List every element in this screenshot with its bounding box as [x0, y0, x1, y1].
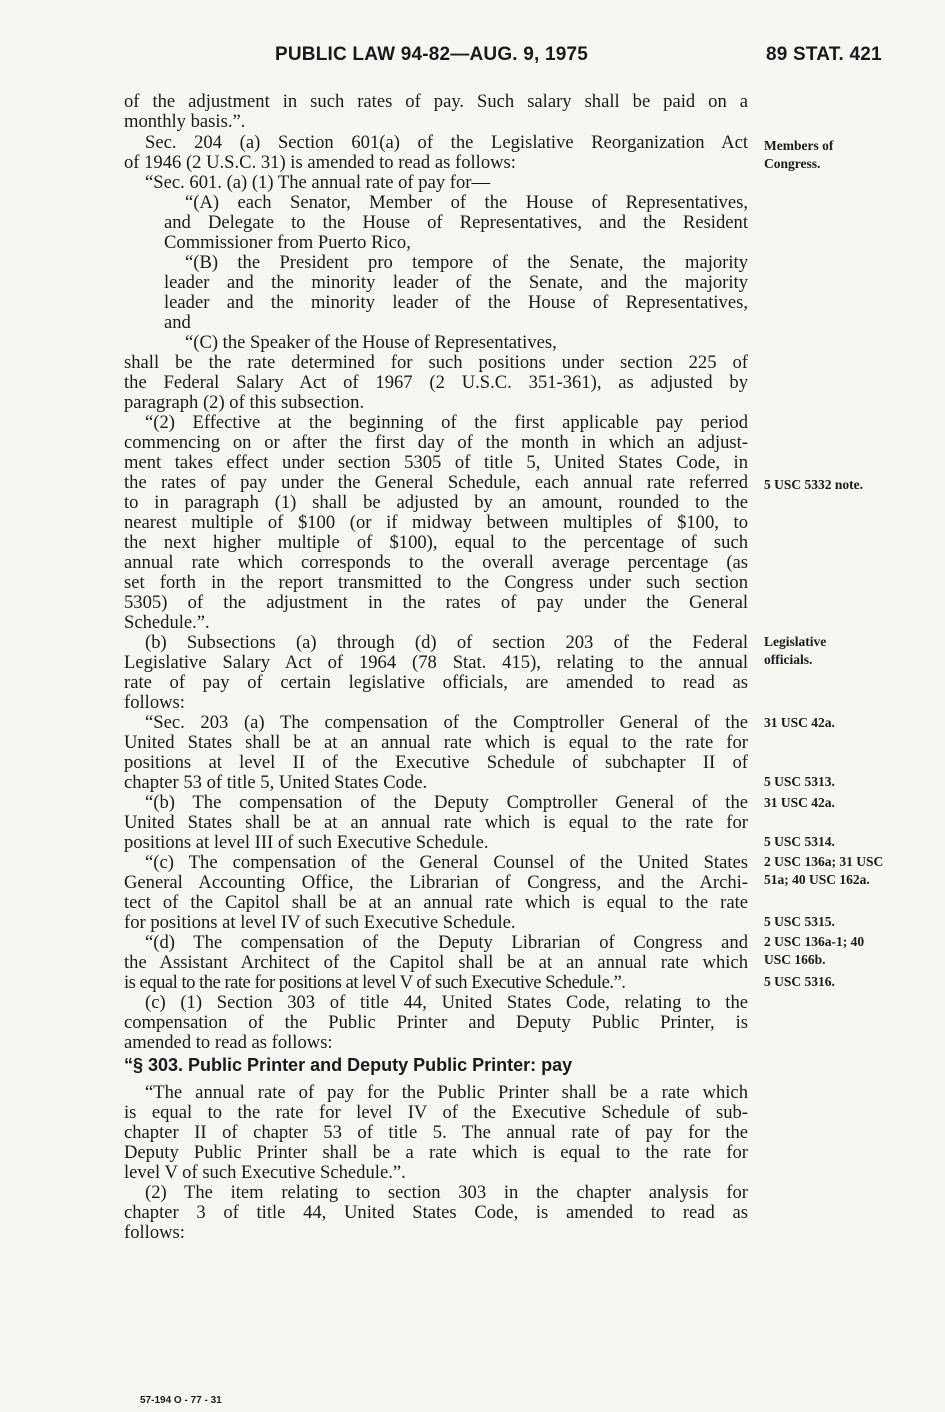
body-line: “(A) each Senator, Member of the House of Representatives, [185, 192, 748, 213]
body-line: 5305) of the adjustment in the rates of pay under the General [124, 592, 748, 613]
margin-note: 5 USC 5332 note. [764, 477, 864, 492]
body-line: annual rate which corresponds to the overall average percentage (as [124, 552, 748, 573]
body-line: “(d) The compensation of the Deputy Librarian of Congress and [145, 932, 748, 953]
body-line: commencing on or after the first day of the month in which an adjust- [124, 432, 748, 453]
body-line: monthly basis.”. [124, 111, 246, 132]
body-line: the Federal Salary Act of 1967 (2 U.S.C. 351-361), as adjusted by [124, 372, 748, 393]
body-line: is equal to the rate for positions at level V of such Executive Schedule.”. [124, 972, 626, 993]
body-line: compensation of the Public Printer and Deputy Public Printer, is [124, 1012, 748, 1033]
margin-note: 5 USC 5315. [764, 914, 835, 929]
body-line: for positions at level IV of such Executive Schedule. [124, 912, 516, 933]
body-line: and [164, 312, 191, 333]
body-line: “Sec. 601. (a) (1) The annual rate of pay for— [145, 172, 491, 193]
body-line: “The annual rate of pay for the Public Printer shall be a rate which [145, 1082, 748, 1103]
stat-page-number: 89 STAT. 421 [766, 44, 882, 65]
body-line: is equal to the rate for level IV of the Executive Schedule of sub- [124, 1102, 748, 1123]
body-line: positions at level III of such Executive Schedule. [124, 832, 489, 853]
margin-note: 31 USC 42a. [764, 795, 835, 810]
body-line: the Assistant Architect of the Capitol shall be at an annual rate which [124, 952, 748, 973]
body-line: “(c) The compensation of the General Counsel of the United States [145, 852, 748, 873]
body-line: leader and the minority leader of the Senate, and the majority [164, 272, 748, 293]
body-line: Commissioner from Puerto Rico, [164, 232, 411, 253]
margin-note: 2 USC 136a-1; 40 USC 166b. [764, 934, 865, 967]
body-line: chapter II of chapter 53 of title 5. The annual rate of pay for the [124, 1122, 748, 1143]
body-line: and Delegate to the House of Representatives, and the Resident [164, 212, 748, 233]
body-line: set forth in the report transmitted to the Congress under such section [124, 572, 748, 593]
page-header [0, 44, 945, 74]
body-line: nearest multiple of $100 (or if midway between multiples of $100, to [124, 512, 748, 533]
margin-note: 5 USC 5316. [764, 974, 835, 989]
body-line: the rates of pay under the General Schedule, each annual rate referred [124, 472, 748, 493]
body-line: (b) Subsections (a) through (d) of section 203 of the Federal [145, 632, 748, 653]
body-line: Legislative Salary Act of 1964 (78 Stat. 415), relating to the annual [124, 652, 748, 673]
body-line: (2) The item relating to section 303 in the chapter analysis for [145, 1182, 748, 1203]
body-line: General Accounting Office, the Librarian of Congress, and the Archi- [124, 872, 748, 893]
body-line: “(C) the Speaker of the House of Representatives, [185, 332, 557, 353]
body-line: to in paragraph (1) shall be adjusted by an amount, rounded to the [124, 492, 748, 513]
body-line: United States shall be at an annual rate which is equal to the rate for [124, 732, 748, 753]
body-line: follows: [124, 692, 185, 713]
margin-note: 5 USC 5314. [764, 834, 835, 849]
body-line: tect of the Capitol shall be at an annual rate which is equal to the rate [124, 892, 748, 913]
body-line: the next higher multiple of $100), equal to the percentage of such [124, 532, 748, 553]
body-line: positions at level II of the Executive Schedule of subchapter II of [124, 752, 748, 773]
body-line: Deputy Public Printer shall be a rate which is equal to the rate for [124, 1142, 748, 1163]
margin-note: Legislative officials. [764, 634, 827, 667]
section-heading: “§ 303. Public Printer and Deputy Public Printer: pay [124, 1055, 573, 1075]
body-line: “(B) the President pro tempore of the Senate, the majority [185, 252, 748, 273]
body-line: shall be the rate determined for such positions under section 225 of [124, 352, 748, 373]
body-line: (c) (1) Section 303 of title 44, United States Code, relating to the [145, 992, 748, 1013]
body-line: leader and the minority leader of the House of Representatives, [164, 292, 748, 313]
body-line: Sec. 204 (a) Section 601(a) of the Legislative Reorganization Act [145, 132, 748, 153]
margin-note: 31 USC 42a. [764, 715, 835, 730]
body-line: follows: [124, 1222, 185, 1243]
body-line: level V of such Executive Schedule.”. [124, 1162, 406, 1183]
body-line: United States shall be at an annual rate which is equal to the rate for [124, 812, 748, 833]
body-line: ment takes effect under section 5305 of title 5, United States Code, in [124, 452, 748, 473]
body-line: “(2) Effective at the beginning of the first applicable pay period [145, 412, 748, 433]
body-line: of the adjustment in such rates of pay. Such salary shall be paid on a [124, 91, 748, 112]
body-line: of 1946 (2 U.S.C. 31) is amended to read as follows: [124, 152, 516, 173]
body-line: chapter 3 of title 44, United States Code, is amended to read as [124, 1202, 748, 1223]
body-line: amended to read as follows: [124, 1032, 333, 1053]
margin-note: 2 USC 136a; 31 USC 51a; 40 USC 162a. [764, 854, 884, 887]
body-line: paragraph (2) of this subsection. [124, 392, 365, 413]
body-line: chapter 53 of title 5, United States Code. [124, 772, 428, 793]
law-title: PUBLIC LAW 94-82—AUG. 9, 1975 [275, 44, 589, 65]
print-code: 57-194 O - 77 - 31 [140, 1395, 222, 1406]
body-line: rate of pay of certain legislative officials, are amended to read as [124, 672, 748, 693]
margin-note: 5 USC 5313. [764, 774, 835, 789]
body-line: “(b) The compensation of the Deputy Comptroller General of the [145, 792, 748, 813]
margin-note: Members of Congress. [764, 138, 834, 171]
body-line: Schedule.”. [124, 612, 210, 633]
body-line: “Sec. 203 (a) The compensation of the Comptroller General of the [145, 712, 748, 733]
